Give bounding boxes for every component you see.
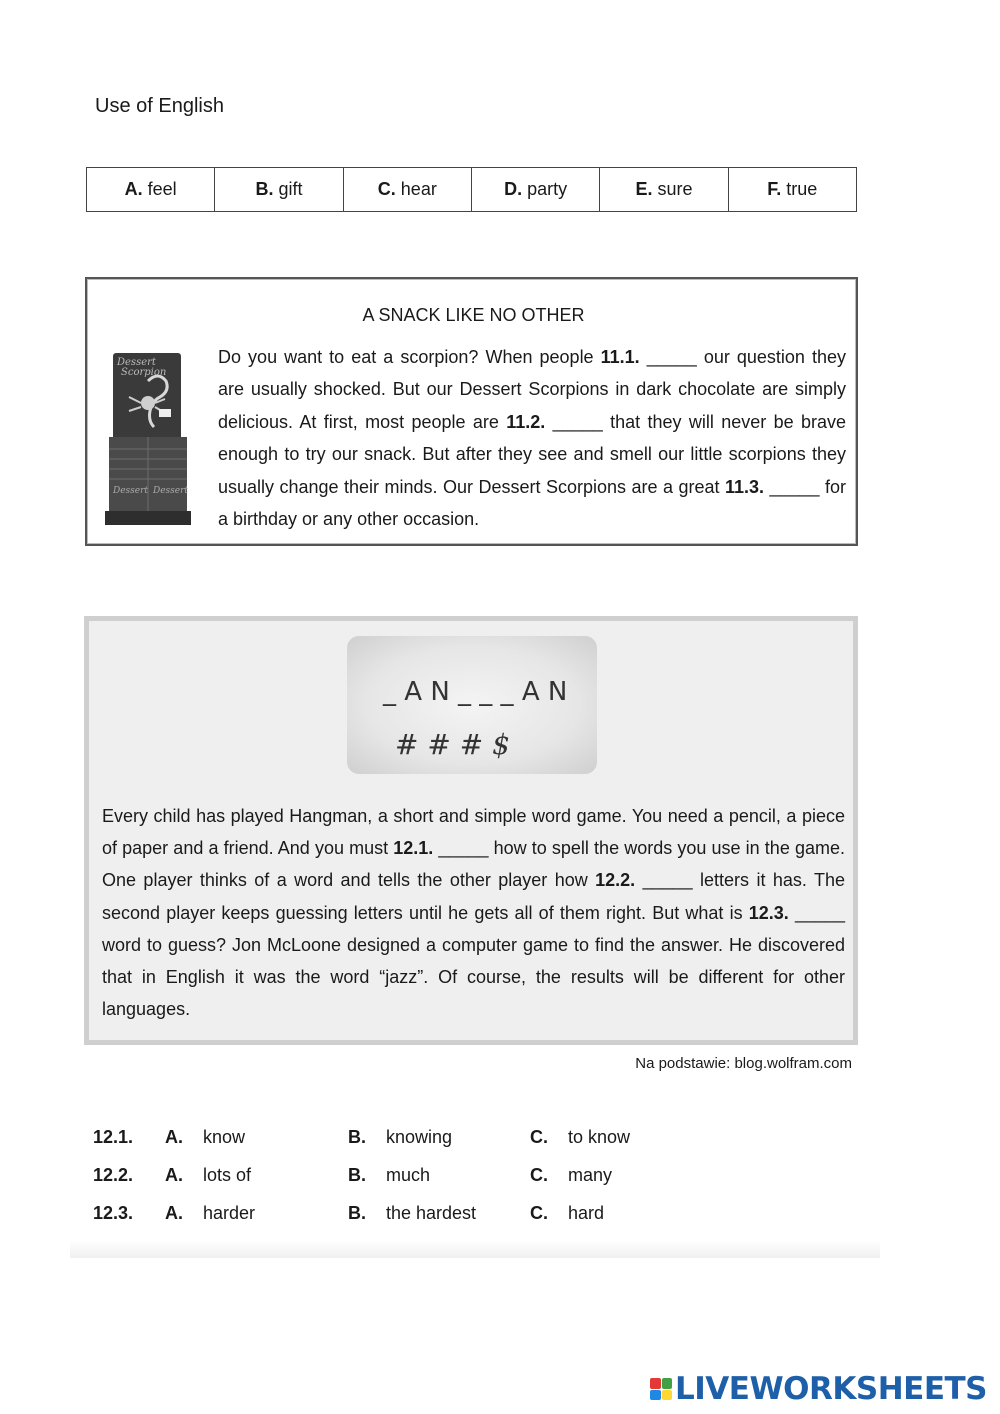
hangman-paragraph: Every child has played Hangman, a short and simple word game. You need a pencil, a piece of paper and a friend. And you must 12.1. _____ how to spell the words you use in the game. One player thinks of a word and tells the other player how 12.2. _____ letters it has. The second player keeps guessing letters until he gets all of them right. But what is 12.3. _____ word to guess? Jon McLoone designed a computer game to find the answer. He discovered that in English it was the word “jazz”. Of course, the results will be different for other languages. [102,806,845,1020]
logo-text: LIVEWORKSHEETS [675,1371,987,1407]
gap-11-3: 11.3. [724,476,764,497]
gap-11-2: 11.2. [506,411,546,432]
page-bottom-shade [70,1240,880,1258]
hangman-guesses: # # # $ [395,728,510,761]
image-label: Scorpion [121,367,167,378]
image-label: Dessert [153,486,189,496]
option-a[interactable]: harder [203,1203,256,1223]
page-title: Use of English [95,95,224,117]
option-b[interactable]: much [386,1165,431,1185]
snack-paragraph: Do you want to eat a scorpion? When people 11.1. _____ our question they are usually shocked. But our Dessert Scorpions in dark chocolate are simply delicious. At first, most people are 11.2. _____ that they will never be brave enough to try our snack. But after they see and smell our little scorpions they usually change their minds. Our Dessert Scorpions are a great 11.3. _____ for a birthday or any other occasion. [218,347,847,530]
word-bank-cell: D. party [472,168,600,211]
gap-12-2: 12.2. [595,870,636,891]
liveworksheets-logo [650,1373,987,1405]
snack-title: A SNACK LIKE NO OTHER [362,305,585,325]
word-bank-cell: F. true [767,179,818,199]
word-bank-table [86,167,857,212]
hangman-word: _ A N _ _ _ A N [383,677,568,707]
word-bank-cell: B. gift [215,168,343,211]
hangman-text-box [84,616,858,1045]
option-c[interactable]: many [568,1165,613,1185]
word-bank-cell: C. hear [344,168,472,211]
option-b[interactable]: knowing [386,1127,453,1147]
source-note: Na podstawie: blog.wolfram.com [635,1055,852,1072]
logo-icon [650,1378,672,1400]
word-bank-cell: E. sure [600,168,728,211]
option-a[interactable]: know [203,1127,246,1147]
hangman-image [347,636,597,774]
dessert-scorpion-image [103,351,199,527]
gap-12-1: 12.1. [393,838,434,859]
option-b[interactable]: the hardest [386,1203,477,1223]
option-c[interactable]: hard [568,1203,605,1223]
snack-text-box [85,277,858,546]
image-label: Dessert [113,486,149,496]
word-bank-cell: A. feel [87,168,215,211]
option-c[interactable]: to know [568,1127,631,1147]
gap-12-3: 12.3. [748,902,789,923]
gap-11-1: 11.1. [600,347,640,367]
option-a[interactable]: lots of [203,1165,252,1185]
image-label: Dessert [117,357,156,368]
